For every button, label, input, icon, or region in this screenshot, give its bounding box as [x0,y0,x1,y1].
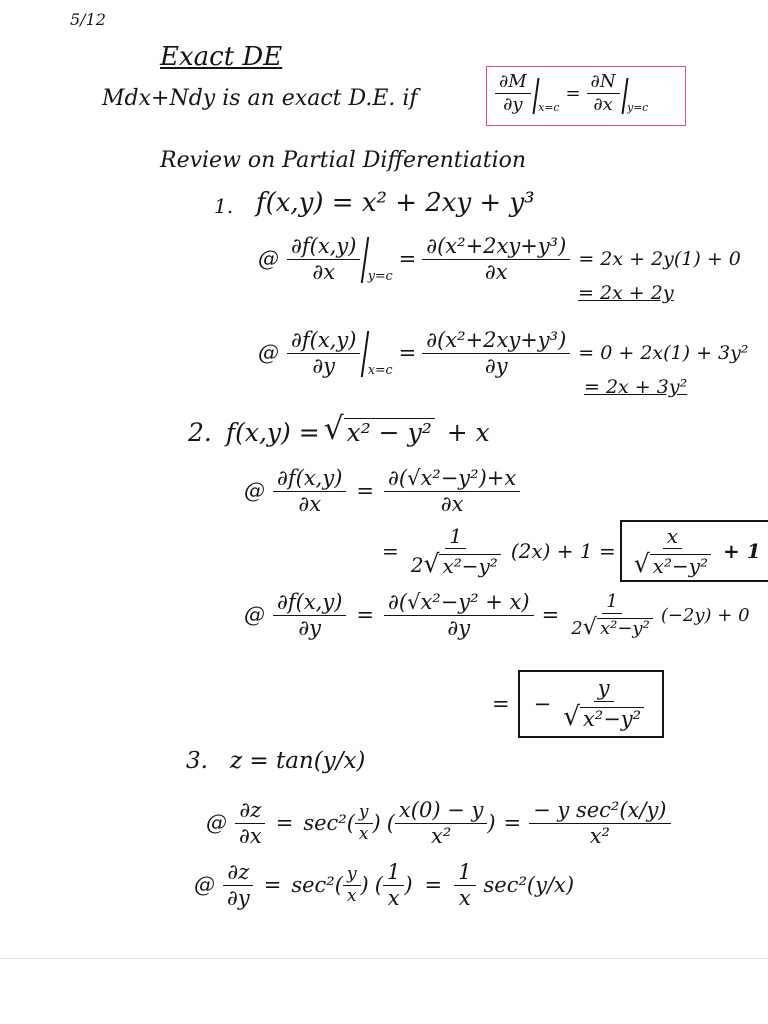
exact-condition-text: Mdx+Ndy is an exact D.E. if [102,86,418,111]
answer-box: x √ x²−y² + 1 [620,520,768,582]
review-heading: Review on Partial Differentiation [160,148,527,173]
problem-3-dy: @ $\frac{\partial z}{\partial y}$ = sec² ( $\frac{y}{x}$ ) ( $\frac{1}{x}$ ) = $\frac{1}{x}$ sec²(y/x) [194,860,575,910]
cond-lhs-num: ∂M [495,73,531,94]
exact-condition-box [486,66,686,126]
problem-2-dx: @ $\frac{\partial f(x,y)}{\partial x}$ = $\frac{\text{∂(√x²−y²)+x}}{\partial x}$ [244,468,520,515]
cond-rhs-den: ∂x [593,94,613,115]
problem-1-dy: @ $\frac{\partial f(x,y)}{\partial y}$ x=c = $\frac{\text{∂(x²+2xy+y³)}}{\partial y}$ = 0 + 2x(1) + 3y² [258,328,749,378]
problem-3-dx: @ $\frac{\partial z}{\partial x}$ = sec² ( $\frac{y}{x}$ ) ( $\frac{x(0) - y}{\text{x²}}$ ) = $\frac{\text{− y sec²(x/y)}}{\text{x²}}$ [206,800,671,847]
bullet-icon: @ [194,873,215,897]
problem-2-function: 2. f(x,y) = √ x² − y² + x [188,411,490,448]
bullet-icon: @ [258,247,279,271]
bullet-icon: @ [244,603,265,627]
problem-3-function: 3. z = tan(y/x) [186,748,366,774]
cond-lhs-at: x=c [538,101,560,115]
problem-2-dx-step: = 1 2 √ x²−y² (2x) + 1 = x √ x²−y² + 1 [382,520,768,582]
cond-rhs-num: ∂N [587,73,620,94]
cond-lhs-den: ∂y [503,94,523,115]
page-title: Exact DE [160,42,283,72]
bullet-icon: @ [244,479,265,503]
problem-1-number: 1. [214,194,234,218]
cond-rhs-at: y=c [627,101,649,115]
bullet-icon: @ [206,811,227,835]
problem-1-function: f(x,y) = x² + 2xy + y³ [256,188,535,218]
problem-2-dy-result: = − y √ x²−y² [492,670,664,738]
page-bottom-rule [0,958,768,959]
problem-1-dx-result: = 2x + 2y [578,282,674,304]
cond-eq: = [565,82,581,104]
date: 5/12 [70,10,106,29]
bullet-icon: @ [258,341,279,365]
problem-2-dy: @ $\frac{\partial f(x,y)}{\partial y}$ = $\frac{\text{∂(√x²−y² + x)}}{\partial y}$ = 1 2 √ x²−y² (−2y) + 0 [244,590,750,640]
answer-box: − y √ x²−y² [518,670,664,738]
problem-1-dy-result: = 2x + 3y² [584,376,688,398]
problem-1-dx: @ $\frac{\partial f(x,y)}{\partial x}$ y=c = $\frac{\text{∂(x²+2xy+y³)}}{\partial x}$ = 2x + 2y(1) + 0 [258,234,741,284]
